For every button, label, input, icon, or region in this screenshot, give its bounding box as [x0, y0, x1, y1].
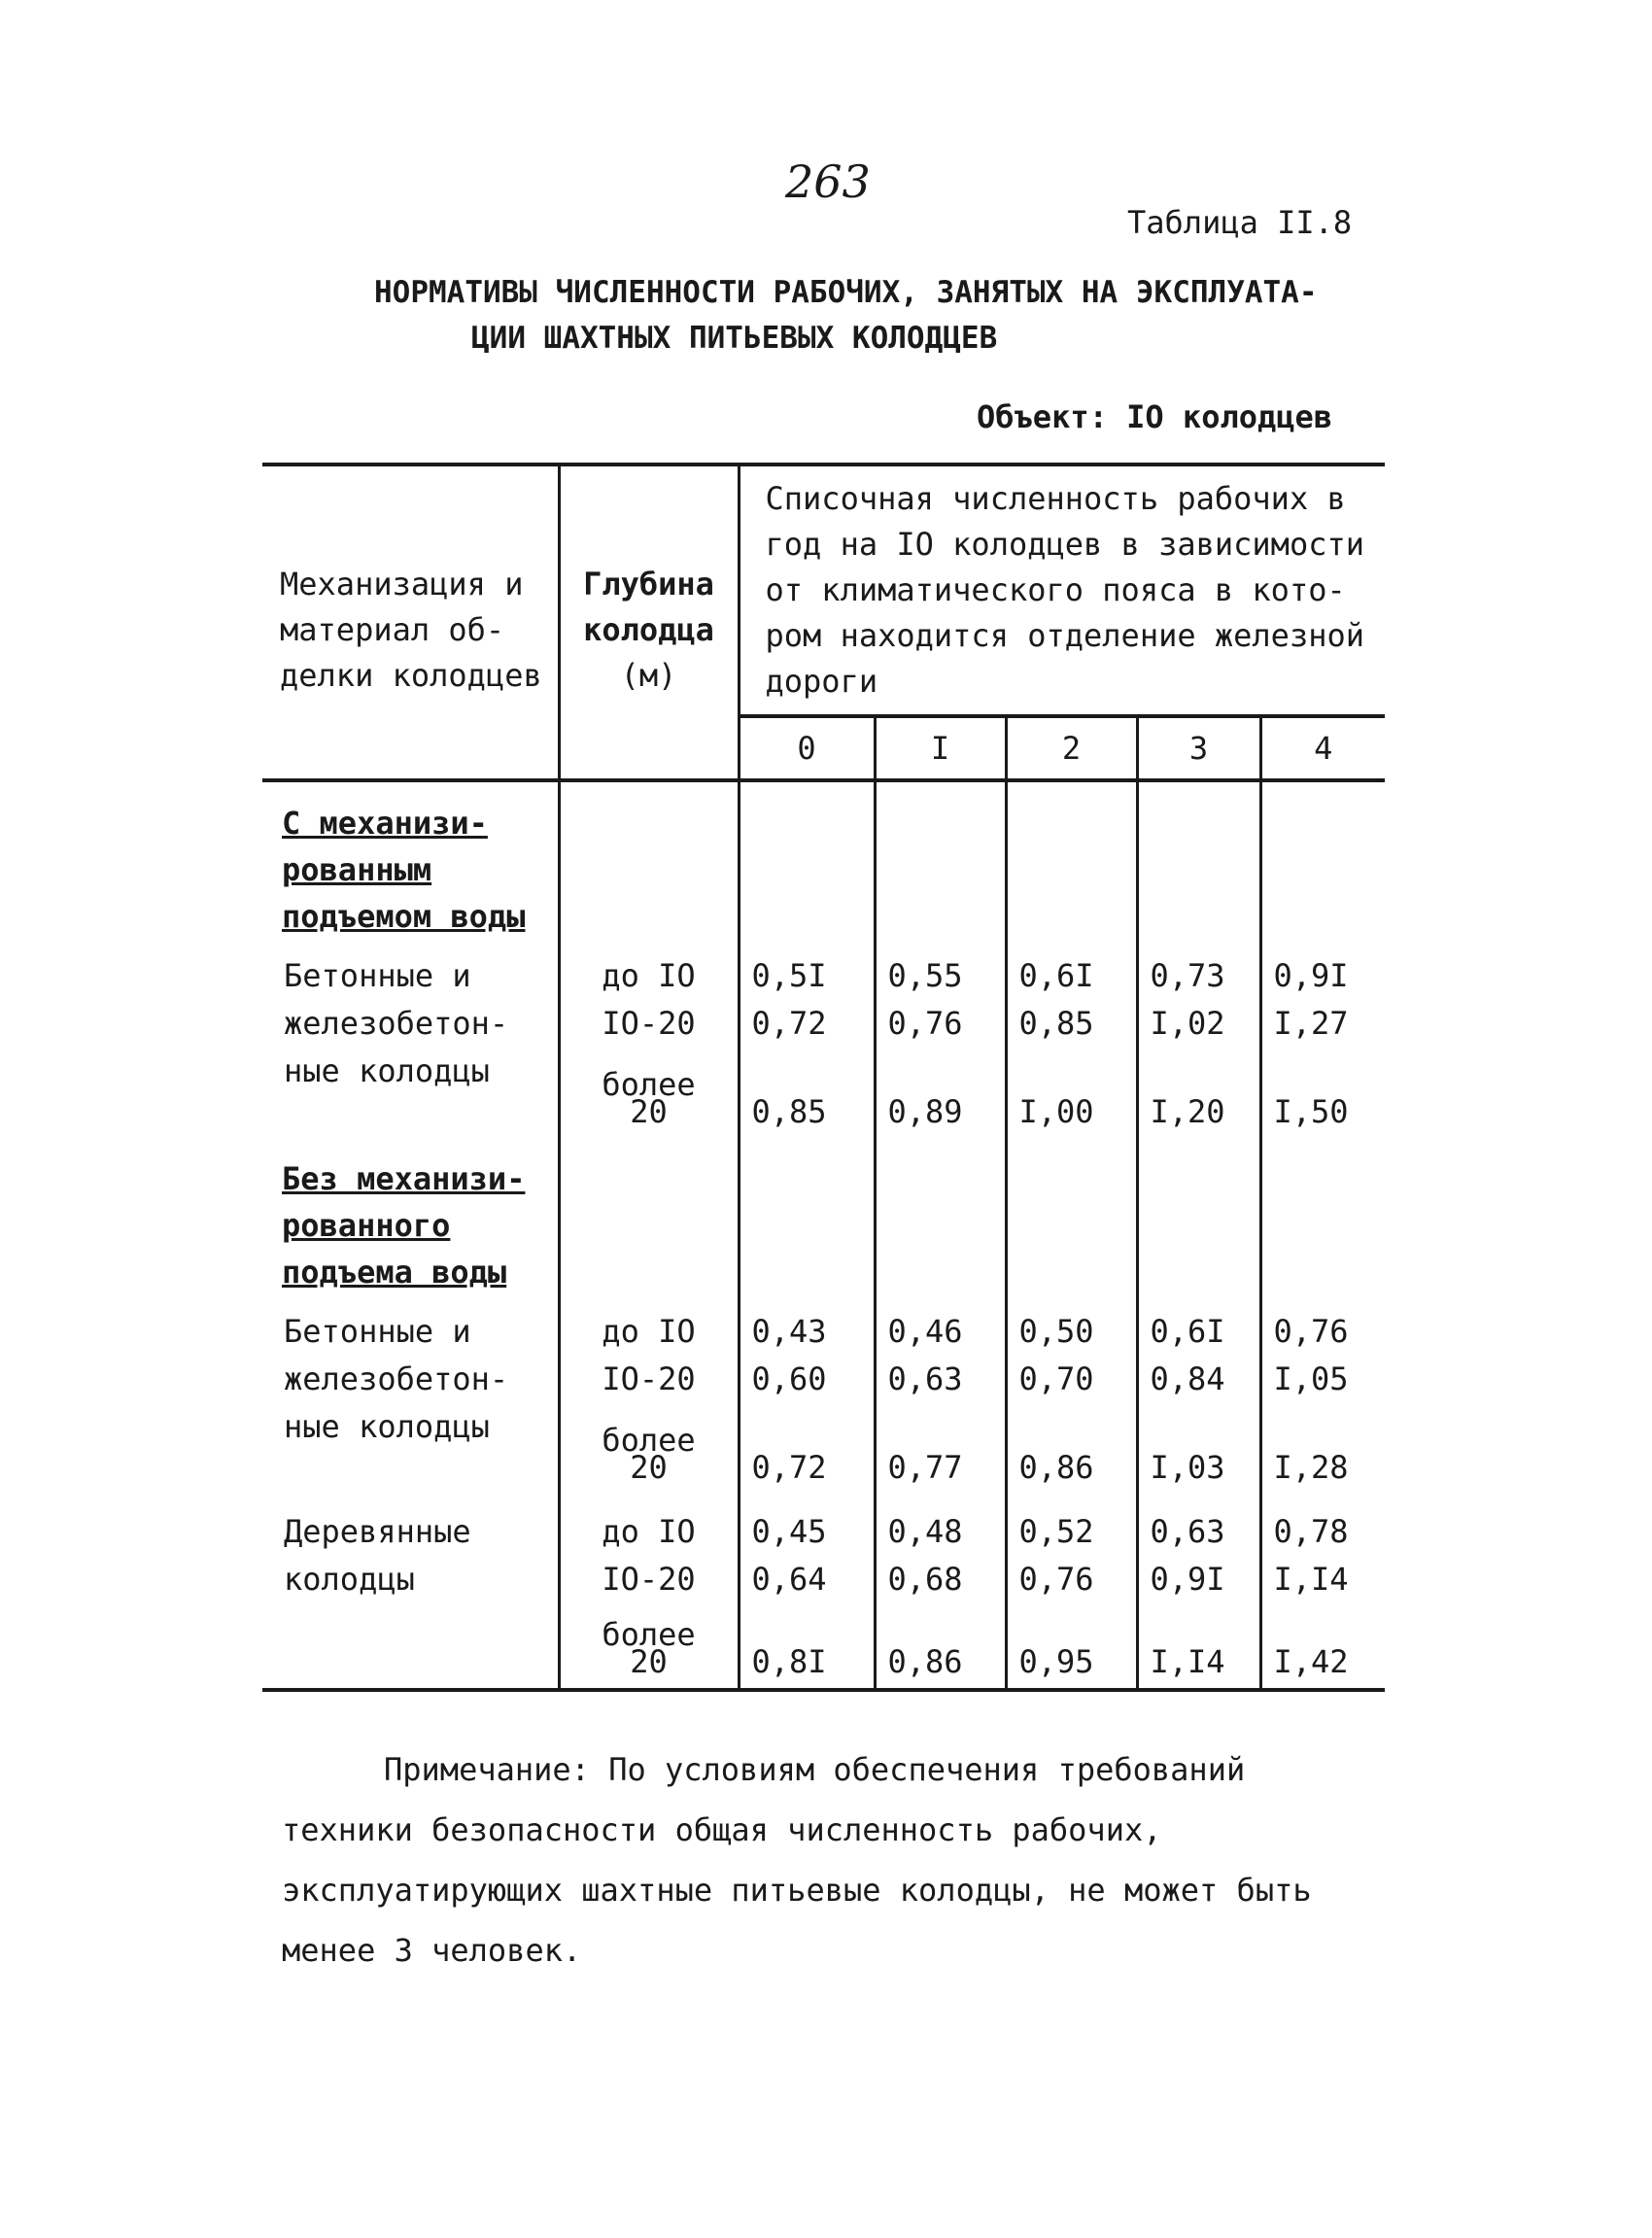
depth-label: 20: [630, 1093, 668, 1130]
note-paragraph: Примечание: По условиям обеспечения требований техники безопасности общая численность рабочих, эксплуатирующих шахтные питьевые колодцы, не может быть менее 3 человек.: [282, 1751, 1312, 1969]
zone-header: 2: [1006, 716, 1137, 780]
material-label: Бетонные и: [262, 1307, 559, 1355]
value-cell: 0,86: [875, 1602, 1006, 1690]
value-cell: I,I4: [1273, 1560, 1349, 1598]
value-cell: 0,55: [875, 951, 1006, 999]
value-cell: 0,50: [1006, 1307, 1137, 1355]
value-cell: 0,85: [1006, 999, 1137, 1047]
value-cell: 0,6I: [1006, 951, 1137, 999]
material-label: ные колодцы: [262, 1047, 559, 1138]
depth-label: более: [602, 1066, 696, 1103]
header-line: колодца: [583, 611, 714, 648]
value-cell: 0,95: [1006, 1602, 1137, 1690]
depth-cell: IO-20: [559, 1555, 739, 1602]
header-line: делки колодцев: [280, 657, 542, 694]
value-cell: 0,63: [875, 1355, 1006, 1402]
section-title-line: рованного: [282, 1207, 451, 1244]
value-cell: 0,89: [875, 1047, 1006, 1138]
header-line: год на IO колодцев в зависимости: [765, 526, 1364, 563]
value-cell: 0,48: [875, 1507, 1006, 1555]
value-cell: 0,73: [1137, 951, 1260, 999]
depth-cell: до IO: [559, 1307, 739, 1355]
depth-cell: IO-20: [559, 999, 739, 1047]
depth-label: более: [602, 1422, 696, 1459]
value-cell: I,03: [1137, 1402, 1260, 1494]
header-depth: [559, 465, 739, 780]
section-title: [262, 780, 559, 951]
value-cell: 0,85: [739, 1047, 875, 1138]
value-cell: I,05: [1273, 1360, 1349, 1397]
table-label: Таблица II.8: [1127, 204, 1353, 241]
value-cell: 0,60: [739, 1355, 875, 1402]
value-cell: 0,78: [1273, 1512, 1349, 1550]
material-label: железобетон-: [262, 1355, 559, 1402]
value-cell: 0,72: [739, 1402, 875, 1494]
value-cell: 0,76: [1006, 1555, 1137, 1602]
depth-cell: до IO: [559, 1507, 739, 1555]
header-line: ром находится отделение железной: [765, 617, 1364, 654]
depth-cell: IO-20: [559, 1355, 739, 1402]
header-line: материал об-: [280, 611, 505, 648]
section-title-line: С механизи-: [282, 805, 488, 842]
value-cell: 0,52: [1006, 1507, 1137, 1555]
material-label: [262, 1602, 559, 1690]
value-cell: I,00: [1006, 1047, 1137, 1138]
header-line: от климатического пояса в кото-: [765, 571, 1346, 608]
header-line: (м): [620, 657, 677, 694]
value-cell: 0,5I: [739, 951, 875, 999]
header-line: Глубина: [583, 566, 714, 603]
value-cell: I,50: [1273, 1093, 1349, 1130]
value-cell: 0,45: [739, 1507, 875, 1555]
zone-header: 0: [739, 716, 875, 780]
value-cell: 0,6I: [1137, 1307, 1260, 1355]
value-cell: I,42: [1260, 1602, 1385, 1690]
value-cell: 0,46: [875, 1307, 1006, 1355]
zone-header: I: [875, 716, 1006, 780]
value-cell: 0,86: [1006, 1402, 1137, 1494]
material-label: железобетон-: [262, 999, 559, 1047]
value-cell: 0,8I: [739, 1602, 875, 1690]
value-cell: 0,72: [739, 999, 875, 1047]
depth-label: 20: [630, 1449, 668, 1486]
section-title-line: Без механизи-: [282, 1160, 526, 1197]
depth-cell: [559, 1602, 739, 1690]
material-label: Бетонные и: [262, 951, 559, 999]
object-line: Объект: IO колодцев: [977, 398, 1333, 435]
header-workers: [739, 465, 1385, 716]
value-cell: 0,76: [875, 999, 1006, 1047]
table-title-line-2: ЦИИ ШАХТНЫХ ПИТЬЕВЫХ КОЛОДЦЕВ: [471, 321, 998, 356]
depth-label: более: [602, 1616, 696, 1653]
depth-cell: до IO: [559, 951, 739, 999]
value-cell: I,27: [1273, 1004, 1349, 1042]
value-cell: I,02: [1137, 999, 1260, 1047]
zone-header: 3: [1137, 716, 1260, 780]
value-cell: 0,77: [875, 1402, 1006, 1494]
header-line: Списочная численность рабочих в: [765, 480, 1346, 517]
section-title: [262, 1138, 559, 1307]
depth-label: 20: [630, 1643, 668, 1680]
value-cell: 0,63: [1137, 1507, 1260, 1555]
header-line: дороги: [765, 663, 878, 700]
material-label: ные колодцы: [262, 1402, 559, 1494]
value-cell: 0,43: [739, 1307, 875, 1355]
header-line: Механизация и: [280, 566, 524, 603]
zone-header: 4: [1260, 716, 1385, 780]
value-cell: 0,64: [739, 1555, 875, 1602]
section-title-line: рованным: [282, 851, 432, 888]
value-cell: 0,84: [1137, 1355, 1260, 1402]
value-cell: I,I4: [1137, 1602, 1260, 1690]
value-cell: I,28: [1273, 1449, 1349, 1486]
table-title-line-1: НОРМАТИВЫ ЧИСЛЕННОСТИ РАБОЧИХ, ЗАНЯТЫХ НА ЭКСПЛУАТА-: [374, 275, 1318, 310]
material-label: колодцы: [262, 1555, 559, 1602]
value-cell: I,20: [1137, 1047, 1260, 1138]
value-cell: 0,68: [875, 1555, 1006, 1602]
page-number: 263: [785, 155, 871, 208]
value-cell: 0,9I: [1137, 1555, 1260, 1602]
header-mechanization: [262, 465, 559, 780]
material-label: Деревянные: [262, 1507, 559, 1555]
depth-cell: [559, 1402, 739, 1494]
depth-cell: [559, 1047, 739, 1138]
value-cell: 0,76: [1273, 1312, 1349, 1350]
section-title-line: подъемом воды: [282, 898, 526, 935]
norms-table: [262, 463, 1385, 1692]
section-title-line: подъема воды: [282, 1254, 507, 1291]
value-cell: 0,9I: [1273, 956, 1349, 994]
value-cell: 0,70: [1006, 1355, 1137, 1402]
